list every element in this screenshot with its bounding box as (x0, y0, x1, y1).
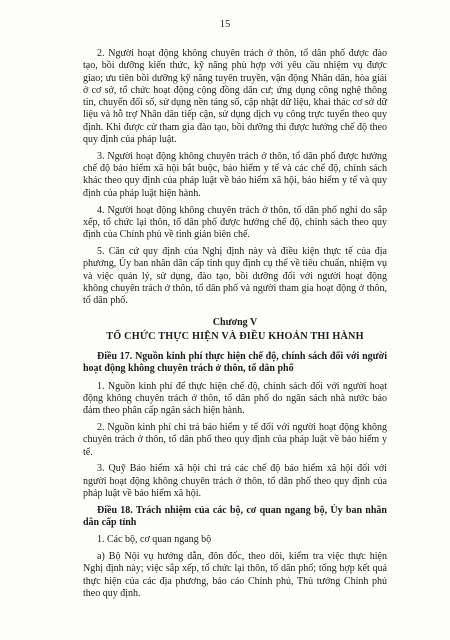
article-17-clause-3: 3. Quỹ Bảo hiểm xã hội chi trả các chế độ bảo hiểm xã hội đối với người hoạt động không chuyên trách ở thôn, tổ dân phố theo quy định của pháp luật về bảo hiểm xã hội. (83, 463, 387, 499)
clause-4-paragraph: 4. Người hoạt động không chuyên trách ở thôn, tổ dân phố nghỉ do sắp xếp, tổ chức lại thôn, tổ dân phố được hưởng chế độ, chính sách theo quy định của Chính phủ về tinh giản biên chế. (83, 204, 387, 241)
page-number: 15 (219, 19, 231, 30)
article-18-heading: Điều 18. Trách nhiệm của các bộ, cơ quan ngang bộ, Ủy ban nhân dân cấp tỉnh (83, 504, 387, 529)
article-17-heading: Điều 17. Nguồn kinh phí thực hiện chế độ, chính sách đối với người hoạt động không chuyên trách ở thôn, tổ dân phố (83, 351, 387, 375)
clause-3-paragraph: 3. Người hoạt động không chuyên trách ở thôn, tổ dân phố được hưởng chế độ bảo hiểm xã hội bắt buộc, bảo hiểm y tế và các chế độ, chính sách khác theo quy định của pháp luật về bảo hiểm xã hội, bảo hiểm y tế và quy định của pháp luật hiện hành. (83, 150, 387, 199)
clause-5-paragraph: 5. Căn cứ quy định của Nghị định này và điều kiện thực tế của địa phương, Ủy ban nhân dân cấp tỉnh quy định cụ thể về tiêu chuẩn, nhiệm vụ và việc quản lý, sử dụng, đào tạo, bồi dưỡng đối với người hoạt động không chuyên trách ở thôn, tổ dân phố và người tham gia hoạt động ở thôn, tổ dân phố. (83, 245, 387, 307)
clause-2-paragraph: 2. Người hoạt động không chuyên trách ở thôn, tổ dân phố được đào tạo, bồi dưỡng kiến thức, kỹ năng phù hợp với yêu cầu nhiệm vụ được giao; ưu tiên bồi dưỡng kỹ năng tuyên truyền, vận động Nhân dân, hòa giải ở cơ sở, tổ chức hoạt động cộng đồng dân cư; ứng dụng công nghệ thông tin, chuyển đổi số, sử dụng nền tảng số, cập nhật dữ liệu, khai thác cơ sở dữ liệu và hỗ trợ Nhân dân tiếp cận, sử dụng dịch vụ công trực tuyến theo quy định. Khi được cử tham gia đào tạo, bồi dưỡng thì được hưởng chế độ theo quy định của pháp luật. (83, 48, 387, 146)
document-body (83, 48, 387, 605)
article-18-clause-1a: a) Bộ Nội vụ hướng dẫn, đôn đốc, theo dõi, kiểm tra việc thực hiện Nghị định này; việc sắp xếp, tổ chức lại thôn, tổ dân phố; tổng hợp kết quả thực hiện của các địa phương, báo cáo Chính phủ, Thủ tướng Chính phủ theo quy định. (83, 551, 387, 600)
chapter-label: Chương V (212, 317, 258, 329)
chapter-title: TỔ CHỨC THỰC HIỆN VÀ ĐIỀU KHOẢN THI HÀNH (106, 330, 364, 342)
article-17-clause-1: 1. Nguồn kinh phí để thực hiện chế độ, chính sách đối với người hoạt động không chuyên trách ở thôn, tổ dân phố do ngân sách nhà nước bảo đảm theo phân cấp ngân sách hiện hành. (83, 380, 387, 417)
article-18-clause-1: 1. Các bộ, cơ quan ngang bộ (97, 534, 212, 546)
article-17-clause-2: 2. Nguồn kinh phí chi trả bảo hiểm y tế đối với người hoạt động không chuyên trách ở thôn, tổ dân phố theo quy định của pháp luật về bảo hiểm y tế. (83, 422, 387, 458)
